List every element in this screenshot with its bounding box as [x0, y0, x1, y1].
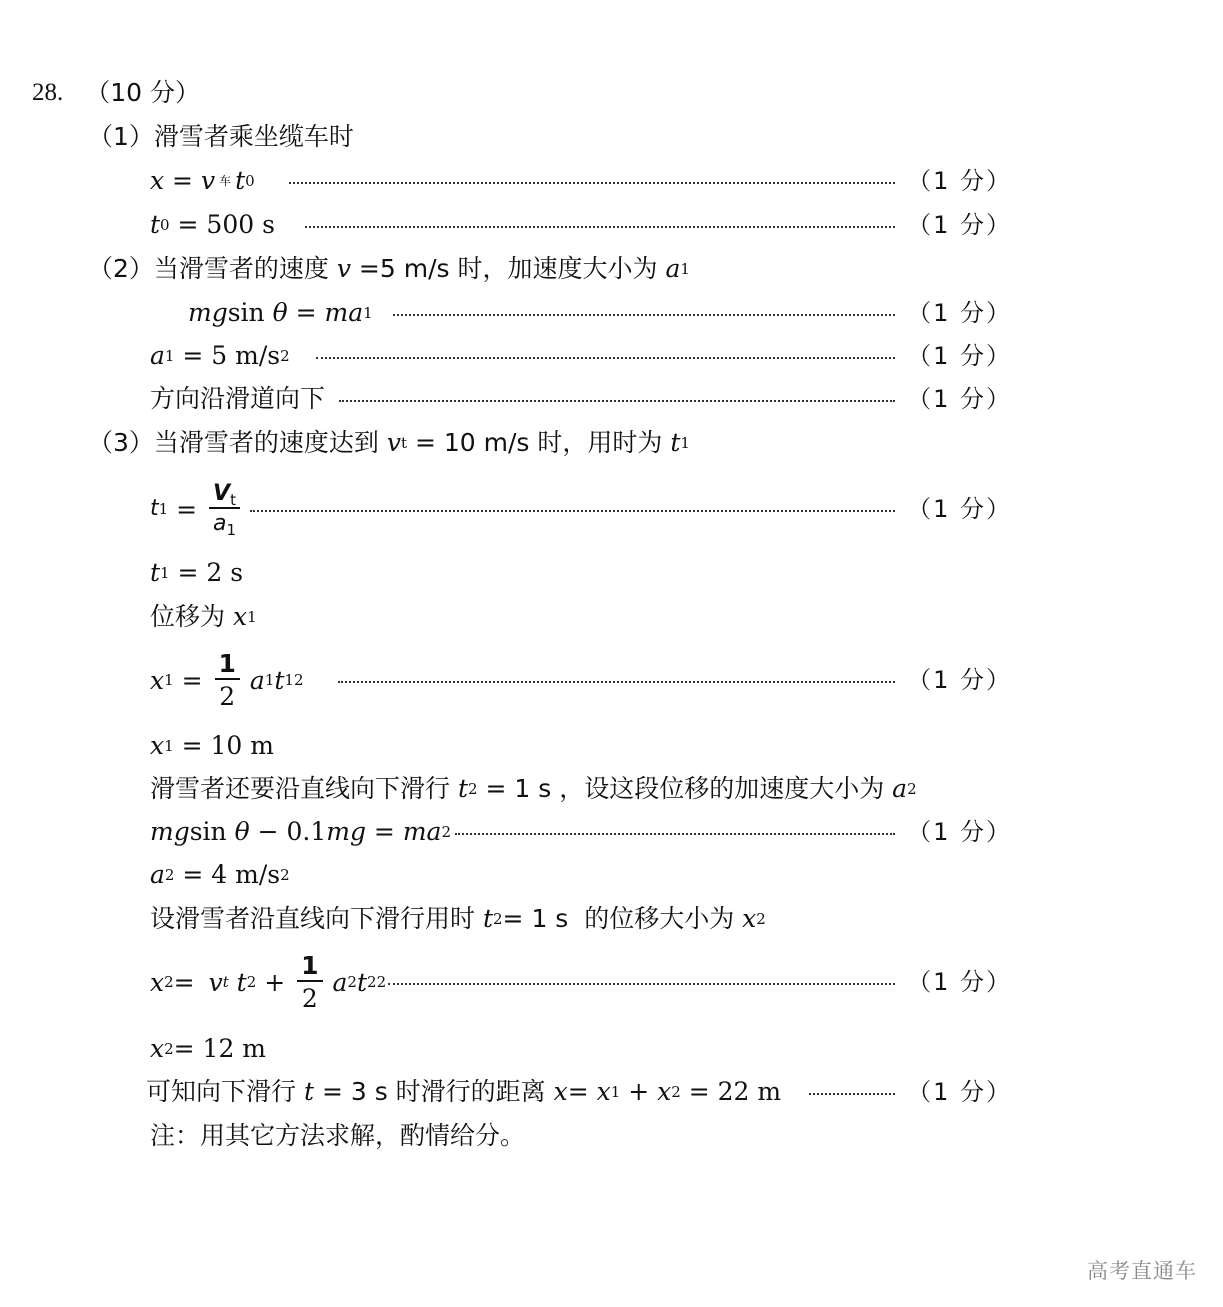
- score-mark: （1 分）: [907, 384, 1012, 413]
- var-a: a: [332, 967, 348, 997]
- var-x: x: [150, 1034, 165, 1063]
- part3-a2-value: a 2 = 4 m/s 2: [150, 860, 290, 889]
- var-ma: ma: [402, 817, 442, 846]
- leader-dots: [338, 681, 896, 683]
- leader-dots: [388, 983, 895, 985]
- leader-dots: [339, 400, 895, 402]
- part1-intro: 滑雪者乘坐缆车时: [153, 122, 354, 151]
- leader-dots: [316, 357, 895, 359]
- score-mark: （1 分）: [907, 1077, 1012, 1106]
- part2-equation-2: a 1 = 5 m/s 2 （1 分）: [150, 341, 1012, 370]
- var-t: t: [150, 558, 161, 587]
- continue-text-a: 滑雪者还要沿直线向下滑行: [150, 774, 458, 803]
- var-mg: mg: [326, 817, 366, 846]
- fraction-half: [215, 651, 240, 709]
- denominator: 2: [219, 682, 236, 711]
- part3-set-x2: 设滑雪者沿直线向下滑行用时 t 2 = 1 s 的位移大小为 x 2: [150, 904, 766, 933]
- part3-formula-x2: x 2 = v t t 2 + $\frac{1}{2}$ a 2 t 2 2 （1 分）: [150, 951, 1012, 1013]
- fraction-vt-over-a1: [209, 481, 240, 539]
- var-t: t: [274, 665, 285, 695]
- score-mark: （1 分）: [907, 210, 1012, 239]
- part3-x1-value: x 1 = 10 m: [150, 731, 274, 760]
- op-plus: +: [256, 967, 294, 997]
- score-mark: （1 分）: [907, 968, 1012, 996]
- part2-heading: （2） 当滑雪者的速度 v =5 m/s 时，加速度大小为 a 1: [88, 254, 690, 283]
- value-5ms2: = 5 m/s: [174, 341, 281, 370]
- part3-intro-b: = 10 m/s 时，用时为: [407, 428, 671, 457]
- part3-formula-x1: x 1 = $\frac{1}{2}$ a 1 t 1 2 （1 分）: [150, 649, 1012, 711]
- var-t: t: [150, 496, 159, 521]
- op-minus: − 0.1: [249, 817, 327, 846]
- var-x: x: [232, 602, 248, 631]
- op-equals: =: [287, 298, 325, 327]
- grading-note: [150, 1123, 525, 1148]
- numerator: 1: [297, 953, 322, 982]
- op-equals: =: [173, 665, 211, 695]
- var-v: v: [200, 166, 216, 195]
- numerator: 1: [215, 651, 240, 680]
- question-number: 28.: [32, 79, 64, 106]
- var-x: x: [150, 731, 165, 760]
- value-2s: = 2 s: [169, 558, 244, 587]
- score-mark: （1 分）: [907, 495, 1012, 523]
- part3-label: （3）: [88, 428, 154, 457]
- set-text-a: 设滑雪者沿直线向下滑行用时: [150, 904, 483, 933]
- func-sin: sin: [189, 817, 235, 846]
- var-t: t: [303, 1077, 314, 1106]
- var-theta: θ: [234, 817, 250, 846]
- var-t: t: [356, 967, 368, 997]
- part3-intro-a: 当滑雪者的速度达到: [153, 428, 387, 457]
- part3-heading: （3） 当滑雪者的速度达到 v t = 10 m/s 时，用时为 t 1: [88, 428, 690, 457]
- score-mark: （1 分）: [907, 166, 1012, 195]
- part1-label: （1）: [88, 122, 154, 151]
- leader-dots: [289, 182, 895, 184]
- op-equals: =: [567, 1077, 597, 1106]
- op-equals: =: [365, 817, 403, 846]
- fraction-half: [297, 953, 322, 1011]
- set-text-b: = 1 s 的位移大小为: [502, 904, 743, 933]
- leader-dots: [250, 510, 895, 512]
- part1-equation-2: t 0 = 500 s （1 分）: [150, 210, 1012, 239]
- part2-label: （2）: [88, 254, 154, 283]
- var-t: t: [482, 904, 493, 933]
- var-a: a: [212, 511, 227, 536]
- value-500s: = 500 s: [169, 210, 275, 239]
- var-v: v: [208, 967, 223, 997]
- part3-t1-value: t 1 = 2 s: [150, 558, 244, 587]
- var-x: x: [742, 904, 757, 933]
- op-equals: =: [173, 967, 203, 997]
- leader-dots: [455, 833, 895, 835]
- op-equals: =: [168, 494, 206, 524]
- sub-t: t: [230, 491, 236, 509]
- var-v: v: [386, 428, 401, 457]
- var-mg: mg: [188, 298, 228, 327]
- part3-displacement-label: 位移为 x 1: [150, 602, 257, 631]
- op-equals: =: [164, 166, 201, 195]
- var-a: a: [150, 860, 165, 889]
- part1-heading: [88, 124, 354, 149]
- var-theta: θ: [272, 298, 288, 327]
- var-x: x: [553, 1077, 568, 1106]
- score-mark: （1 分）: [907, 341, 1012, 370]
- var-v: v: [336, 254, 351, 283]
- var-t: t: [150, 210, 161, 239]
- var-x: x: [596, 1077, 611, 1106]
- part2-equation-1: mg sin θ = ma 1 （1 分）: [188, 298, 1012, 327]
- var-t: t: [228, 967, 247, 997]
- var-x: x: [657, 1077, 672, 1106]
- value-22m: = 22 m: [680, 1077, 782, 1106]
- displacement-text: 位移为: [150, 602, 233, 631]
- var-x: x: [150, 166, 165, 195]
- score-mark: （1 分）: [907, 298, 1012, 327]
- part2-intro-a: 当滑雪者的速度: [153, 254, 337, 283]
- var-a: a: [249, 665, 265, 695]
- var-mg: mg: [150, 817, 190, 846]
- var-ma: ma: [324, 298, 364, 327]
- final-text-a: 可知向下滑行: [146, 1077, 304, 1106]
- part3-final: 可知向下滑行 t = 3 s 时滑行的距离 x = x 1 + x 2 = 22 m （1 分）: [146, 1077, 1012, 1106]
- part2-direction: [150, 386, 1012, 411]
- direction-text: 方向沿滑道向下: [150, 384, 326, 413]
- score-mark: （1 分）: [907, 817, 1012, 846]
- question-header: [32, 80, 200, 105]
- var-x: x: [150, 967, 165, 997]
- var-a: a: [892, 774, 908, 803]
- part3-equation-a2: mg sin θ − 0.1 mg = ma 2 （1 分）: [150, 817, 1012, 846]
- value-12m: = 12 m: [173, 1034, 267, 1063]
- part3-x2-value: x 2 = 12 m: [150, 1034, 267, 1063]
- func-sin: sin: [227, 298, 273, 327]
- part1-equation-1: x = v 车 t 0 （1 分）: [150, 166, 1012, 195]
- part2-intro-b: =5 m/s 时，加速度大小为: [350, 254, 666, 283]
- watermark: 高考直通车: [1087, 1259, 1197, 1283]
- leader-dots: [393, 314, 895, 316]
- var-V: V: [213, 481, 231, 506]
- sub-1: 1: [226, 521, 236, 539]
- var-x: x: [150, 665, 165, 695]
- var-t: t: [457, 774, 468, 803]
- final-text-b: = 3 s 时滑行的距离: [314, 1077, 554, 1106]
- value-4ms2: = 4 m/s: [174, 860, 281, 889]
- note-text: 注：用其它方法求解，酌情给分。: [150, 1121, 526, 1150]
- leader-dots: [809, 1093, 895, 1095]
- question-points: （10 分）: [85, 78, 201, 107]
- op-plus: +: [620, 1077, 658, 1106]
- part3-formula-t1: t 1 = $\frac{V_t}{a_1}$ （1 分）: [150, 481, 1012, 539]
- score-mark: （1 分）: [907, 666, 1012, 694]
- var-a: a: [150, 341, 165, 370]
- leader-dots: [305, 226, 895, 228]
- value-10m: = 10 m: [173, 731, 274, 760]
- denominator: 2: [301, 984, 318, 1013]
- var-t: t: [235, 166, 246, 195]
- part3-continue: 滑雪者还要沿直线向下滑行 t 2 = 1 s ，设这段位移的加速度大小为 a 2: [150, 774, 917, 803]
- var-a: a: [665, 254, 681, 283]
- var-t: t: [670, 428, 681, 457]
- continue-text-b: = 1 s ，设这段位移的加速度大小为: [477, 774, 893, 803]
